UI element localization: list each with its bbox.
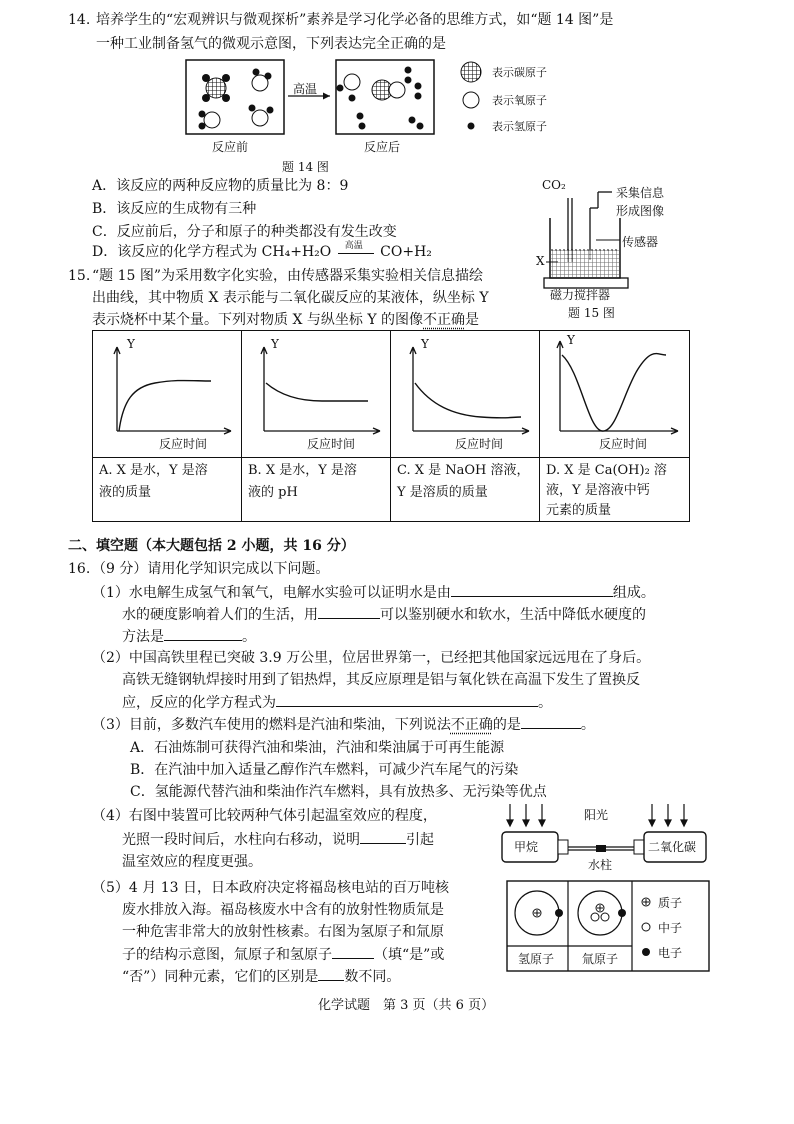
q16-part1-line3 xyxy=(122,626,256,647)
q16-fig5-legend-proton: 质子 xyxy=(658,896,683,910)
q14-figure xyxy=(180,58,610,168)
q16-fig4-methane: 甲烷 xyxy=(514,840,539,854)
q15-caption-d-line1: D. X 是 Ca(OH)₂ 溶 xyxy=(546,463,667,478)
q15-caption-b-line1: B. X 是水，Y 是溶 xyxy=(248,463,357,478)
q16-fig4-co2: 二氧化碳 xyxy=(648,840,697,854)
q15-caption-d-line2: 液，Y 是溶液中钙 xyxy=(546,483,650,498)
q16-part4-line1: （4）右图中装置可比较两种气体引起温室效应的程度， xyxy=(92,808,437,824)
q14-equation-condition: 高温 xyxy=(344,241,363,251)
q14-figure-caption: 题 14 图 xyxy=(282,160,329,174)
q16-part1-blank-identify[interactable] xyxy=(318,604,380,619)
q16-fig5-legend-electron: 电子 xyxy=(658,946,683,960)
q16-part3-not-correct: 不正确 xyxy=(450,717,493,733)
q15-caption-b-line2: 液的 pH xyxy=(248,485,298,500)
q16-part5-line5-tail: 数不同。 xyxy=(344,969,401,985)
q15-caption-d-line3: 元素的质量 xyxy=(546,503,612,518)
q15-graph-b-ylabel: Y xyxy=(271,337,279,351)
q15-stem-line3 xyxy=(92,310,479,330)
q15-x-label: X xyxy=(536,254,545,268)
q14-legend-hydrogen: 表示氢原子 xyxy=(492,120,547,133)
q15-graph-b-xlabel: 反应时间 xyxy=(307,437,356,451)
q16-atom-figure xyxy=(506,880,710,972)
q16-part5-blank-same-element[interactable] xyxy=(332,944,374,959)
q15-graph-c-ylabel: Y xyxy=(421,337,429,351)
q16-part2-line3-text: 应，反应的化学方程式为 xyxy=(122,695,276,711)
q16-part4-line2-tail: 引起 xyxy=(406,832,434,848)
q15-stem-line2: 出曲线，其中物质 X 表示能与二氧化碳反应的某液体，纵坐标 Y xyxy=(92,290,489,306)
q16-part5-line3: 一种危害非常大的放射性核素。右图为氢原子和氚原 xyxy=(122,924,444,940)
q15-stem-line1: “题 15 图”为采用数字化实验，由传感器采集实验相关信息描绘 xyxy=(92,268,484,284)
q14-option-d-products: CO+H₂ xyxy=(380,244,432,260)
q16-part1-line1 xyxy=(92,582,655,603)
q15-collect-label: 采集信息 xyxy=(616,186,665,200)
q16-part1-line2 xyxy=(122,604,646,625)
q16-part5-blank-difference[interactable] xyxy=(318,966,344,981)
q14-legend-carbon: 表示碳原子 xyxy=(492,66,547,79)
q16-part1-line1-tail: 组成。 xyxy=(612,585,655,601)
q14-option-d xyxy=(92,242,432,262)
q16-fig4-water-column: 水柱 xyxy=(588,858,613,872)
q15-graph-a-ylabel: Y xyxy=(127,337,135,351)
q14-option-c: C．反应前后，分子和原子的种类都没有发生改变 xyxy=(92,224,397,240)
q14-legend-oxygen: 表示氧原子 xyxy=(492,94,547,107)
q16-part4-line2-text: 光照一段时间后，水柱向右移动，说明 xyxy=(122,832,360,848)
q15-graph-a-xlabel: 反应时间 xyxy=(159,437,208,451)
q15-caption-a-line1: A. X 是水，Y 是溶 xyxy=(99,463,208,478)
q14-stem-line2: 一种工业制备氢气的微观示意图，下列表达完全正确的是 xyxy=(96,36,446,52)
q16-part5-line4 xyxy=(122,944,444,965)
q15-form-label: 形成图像 xyxy=(616,204,665,218)
q16-part4-line2 xyxy=(122,829,434,850)
q15-caption-c-line2: Y 是溶质的质量 xyxy=(397,485,488,500)
q16-part4-blank-gas[interactable] xyxy=(360,829,406,844)
q14-equation-arrow xyxy=(336,242,376,262)
q15-co2-label: CO₂ xyxy=(542,178,566,192)
q16-part3-option-a: A．石油炼制可获得汽油和柴油，汽油和柴油属于可再生能源 xyxy=(130,740,505,756)
q16-part3-stem xyxy=(92,714,595,735)
q15-number: 15. xyxy=(68,268,91,284)
q16-part1-line2-tail: 可以鉴别硬水和软水，生活中降低水硬度的 xyxy=(380,607,646,623)
q16-fig5-legend-neutron: 中子 xyxy=(658,921,683,935)
q16-fig4-sunlight: 阳光 xyxy=(584,808,609,822)
q15-stirrer-label: 磁力搅拌器 xyxy=(550,288,611,302)
q16-greenhouse-figure xyxy=(500,802,710,872)
q16-part2-line3 xyxy=(122,692,552,713)
q16-part3-blank-answer[interactable] xyxy=(521,714,581,729)
q16-part5-line5-text: “否”）同种元素，它们的区别是 xyxy=(122,969,319,985)
q16-part1-blank-method[interactable] xyxy=(164,626,242,641)
q14-option-d-text: D．该反应的化学方程式为 CH₄+H₂O xyxy=(92,244,332,260)
q16-number: 16. xyxy=(68,561,91,577)
q15-figure-caption: 题 15 图 xyxy=(568,306,615,320)
q14-before-label: 反应前 xyxy=(212,140,249,154)
q15-sensor-label: 传感器 xyxy=(622,235,659,249)
q15-caption-c-line1: C. X 是 NaOH 溶液， xyxy=(397,463,530,478)
q16-part5-line5 xyxy=(122,966,400,987)
q14-after-label: 反应后 xyxy=(364,140,401,154)
q16-part3-option-b: B．在汽油中加入适量乙醇作汽车燃料，可减少汽车尾气的污染 xyxy=(130,762,519,778)
q16-part3-option-c: C．氢能源代替汽油和柴油作汽车燃料，具有放热多、无污染等优点 xyxy=(130,784,547,800)
q14-stem-line1: 培养学生的“宏观辨识与微观探析”素养是学习化学必备的思维方式，如“题 14 图”是 xyxy=(96,12,614,28)
q16-intro: （9 分）请用化学知识完成以下问题。 xyxy=(92,561,330,577)
q14-arrow-label: 高温 xyxy=(293,82,318,96)
q16-part1-blank-composition[interactable] xyxy=(451,582,613,597)
q14-option-b: B．该反应的生成物有三种 xyxy=(92,201,257,217)
q15-stem-not-correct: 不正确 xyxy=(423,312,466,328)
q16-part5-line4-text: 子的结构示意图，氚原子和氢原子 xyxy=(122,947,332,963)
q16-part4-line3: 温室效应的程度更强。 xyxy=(122,854,262,870)
q16-part1-line3-tail: 。 xyxy=(242,629,256,645)
q16-part3-stem-c: 的是 xyxy=(492,717,521,733)
q14-option-a: A．该反应的两种反应物的质量比为 8：9 xyxy=(92,178,349,194)
q16-part5-line1: （5）4 月 13 日，日本政府决定将福岛核电站的百万吨核 xyxy=(92,880,449,896)
q16-part5-line2: 废水排放入海。福岛核废水中含有的放射性物质氚是 xyxy=(122,902,444,918)
q16-part3-stem-a: （3）目前，多数汽车使用的燃料是汽油和柴油，下列说法 xyxy=(92,717,451,733)
q15-stem-line3-c: 是 xyxy=(465,312,480,328)
q16-part5-line4-tail: （填“是”或 xyxy=(374,947,445,963)
q15-stem-line3-a: 表示烧杯中某个量。下列对物质 X 与纵坐标 Y 的图像 xyxy=(92,312,424,328)
q15-graph-c-xlabel: 反应时间 xyxy=(455,437,504,451)
q15-caption-a-line2: 液的质量 xyxy=(99,485,152,500)
q16-part1-line2-text: 水的硬度影响着人们的生活，用 xyxy=(122,607,318,623)
q16-part2-blank-equation[interactable] xyxy=(276,692,538,707)
q16-part2-line3-tail: 。 xyxy=(538,695,552,711)
q16-part1-line3-text: 方法是 xyxy=(122,629,164,645)
q16-fig5-hydrogen-atom: 氢原子 xyxy=(518,952,555,966)
q16-part3-stem-d: 。 xyxy=(580,717,595,733)
section-2-heading: 二、填空题（本大题包括 2 小题，共 16 分） xyxy=(68,538,355,554)
q15-graph-d-xlabel: 反应时间 xyxy=(599,437,648,451)
q16-part1-line1-text: （1）水电解生成氢气和氧气，电解水实验可以证明水是由 xyxy=(92,585,451,601)
q15-apparatus-figure xyxy=(536,178,700,320)
q16-part2-line2: 高铁无缝钢轨焊接时用到了铝热焊，其反应原理是铝与氧化铁在高温下发生了置换反 xyxy=(122,672,640,688)
q15-graph-table xyxy=(92,330,690,522)
q16-fig5-tritium-atom: 氚原子 xyxy=(582,952,619,966)
q16-part2-line1: （2）中国高铁里程已突破 3.9 万公里，位居世界第一，已经把其他国家远远甩在了身后。 xyxy=(92,650,651,666)
q15-graph-d-ylabel: Y xyxy=(567,333,575,347)
page-footer: 化学试题 第 3 页（共 6 页） xyxy=(318,998,495,1013)
q14-number: 14. xyxy=(68,12,91,28)
